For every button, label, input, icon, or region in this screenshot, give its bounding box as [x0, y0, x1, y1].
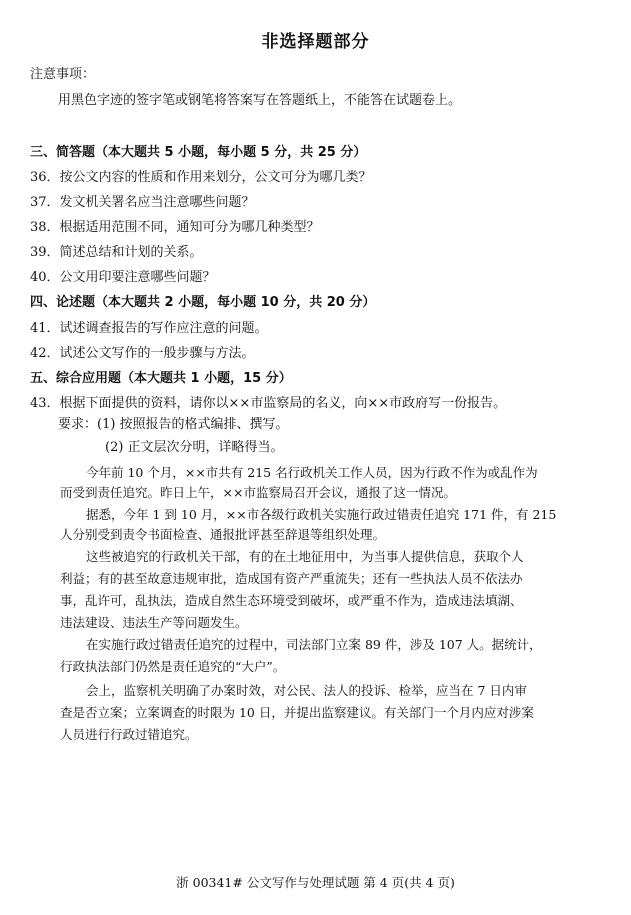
section4-heading: 四、论述题（本大题共 2 小题，每小题 10 分，共 20 分） — [30, 295, 376, 310]
material-line: 据悉，今年 1 到 10 月，××市各级行政机关实施行政过错责任追究 171 件，有 215 — [86, 507, 557, 522]
question-42: 42．试述公文写作的一般步骤与方法。 — [30, 346, 255, 361]
page-footer: 浙 00341# 公文写作与处理试题 第 4 页(共 4 页) — [176, 875, 455, 890]
material-line: 今年前 10 个月，××市共有 215 名行政机关工作人员，因为行政不作为或乱作为 — [86, 465, 538, 480]
material-line: 查是否立案；立案调查的时限为 10 日，并提出监察建议。有关部门一个月内应对涉案 — [60, 705, 534, 720]
question-40: 40．公文用印要注意哪些问题？ — [30, 270, 216, 285]
requirement-2: (2) 正文层次分明，详略得当。 — [105, 440, 284, 455]
question-41: 41．试述调查报告的写作应注意的问题。 — [30, 321, 268, 336]
notice-text: 用黑色字迹的签字笔或钢笔将答案写在答题纸上，不能答在试题卷上。 — [58, 93, 462, 108]
material-line: 事，乱许可，乱执法，造成自然生态环境受到破坏，或严重不作为，造成违法填湖、 — [60, 593, 523, 608]
material-line: 违法建设、违法生产等问题发生。 — [60, 615, 248, 630]
material-line: 行政执法部门仍然是责任追究的“大户”。 — [60, 659, 286, 674]
section5-heading: 五、综合应用题（本大题共 1 小题，15 分） — [30, 371, 292, 386]
material-line: 会上，监察机关明确了办案时效，对公民、法人的投诉、检举，应当在 7 日内审 — [86, 683, 527, 698]
notice-heading: 注意事项： — [30, 67, 96, 82]
material-line: 人分别受到责令书面检查、通报批评甚至辞退等组织处理。 — [60, 527, 386, 542]
question-37: 37．发文机关署名应当注意哪些问题？ — [30, 195, 255, 210]
question-39: 39．简述总结和计划的关系。 — [30, 245, 203, 260]
requirement-1: 要求：(1) 按照报告的格式编排、撰写。 — [58, 417, 289, 432]
material-line: 这些被追究的行政机关干部，有的在土地征用中，为当事人提供信息，获取个人 — [86, 549, 524, 564]
material-line: 在实施行政过错责任追究的过程中，司法部门立案 89 件，涉及 107 人。据统计， — [86, 637, 542, 652]
question-36: 36．按公文内容的性质和作用来划分，公文可分为哪几类？ — [30, 170, 372, 185]
question-43: 43．根据下面提供的资料，请你以××市监察局的名义，向××市政府写一份报告。 — [30, 396, 507, 411]
section3-heading: 三、简答题（本大题共 5 小题，每小题 5 分，共 25 分） — [30, 145, 367, 160]
question-38: 38．根据适用范围不同，通知可分为哪几种类型？ — [30, 220, 320, 235]
material-line: 人员进行行政过错追究。 — [60, 727, 198, 742]
material-line: 而受到责任追究。昨日上午，××市监察局召开会议，通报了这一情况。 — [60, 485, 456, 500]
material-line: 利益；有的甚至故意违规审批，造成国有资产严重流失；还有一些执法人员不依法办 — [60, 571, 523, 586]
page-title: 非选择题部分 — [261, 32, 370, 52]
